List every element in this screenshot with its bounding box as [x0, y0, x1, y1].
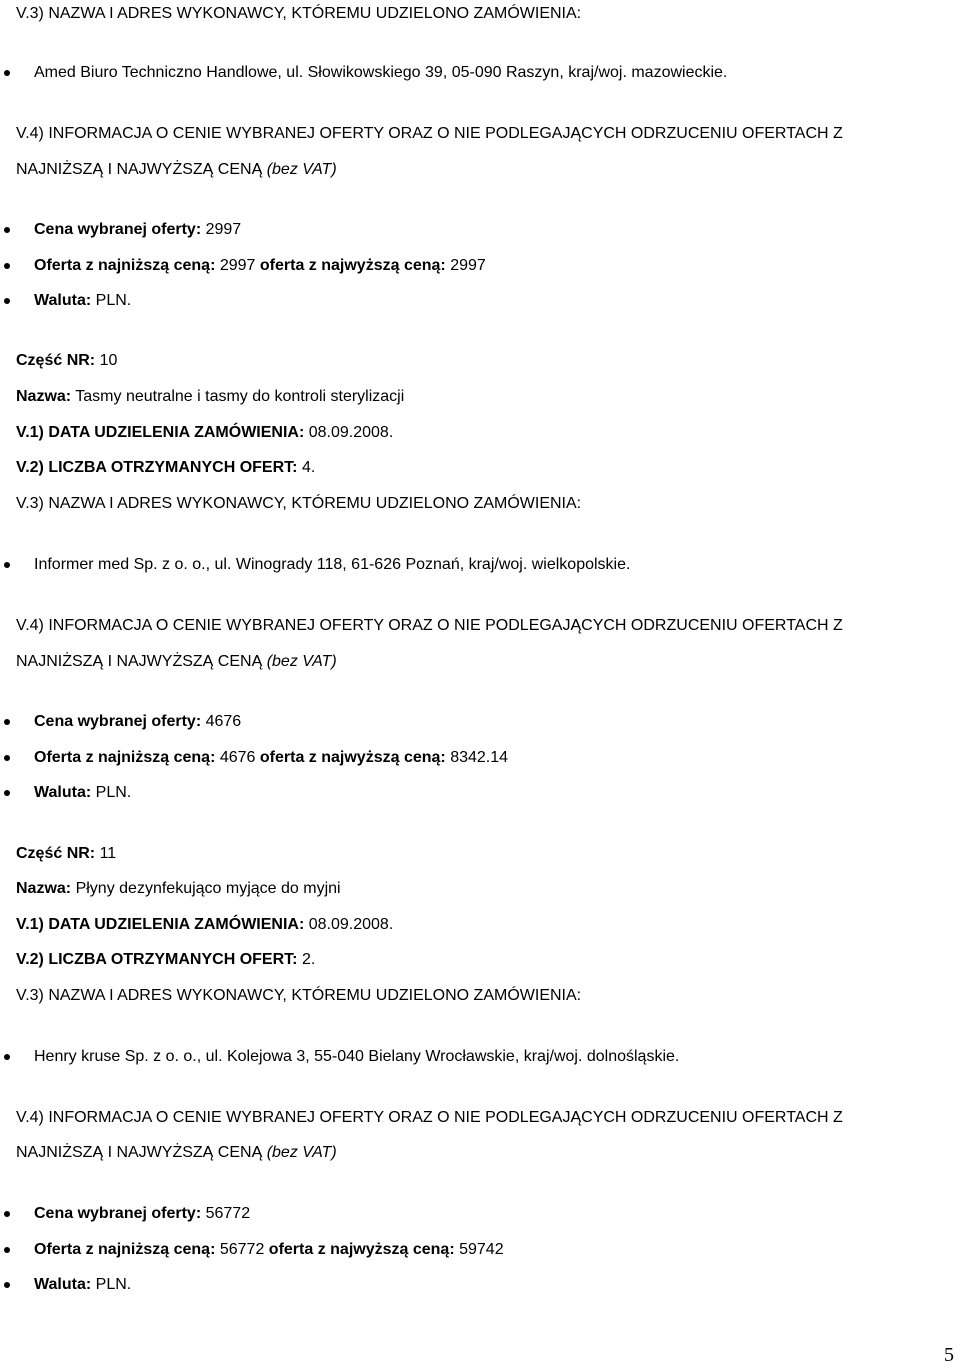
bullet-icon	[4, 70, 10, 76]
v3-heading: V.3) NAZWA I ADRES WYKONAWCY, KTÓREMU UDZIELONO ZAMÓWIENIA:	[16, 987, 582, 1004]
part-number: Część NR: 11	[16, 845, 117, 862]
bullet-icon	[4, 227, 10, 233]
currency-label: Waluta:	[34, 784, 92, 801]
price-label: Cena wybranej oferty:	[34, 221, 202, 238]
highest-value: 59742	[459, 1241, 504, 1258]
page-number: 5	[944, 1344, 954, 1366]
highest-label: oferta z najwyższą ceną:	[268, 1241, 455, 1258]
v4-heading-line2: NAJNIŻSZĄ I NAJWYŻSZĄ CENĄ (bez VAT)	[16, 161, 337, 178]
offers-count: V.2) LICZBA OTRZYMANYCH OFERT: 4.	[16, 459, 316, 476]
bullet-icon	[4, 298, 10, 304]
price-label: Cena wybranej oferty:	[34, 1205, 202, 1222]
v4-heading-line2: NAJNIŻSZĄ I NAJWYŻSZĄ CENĄ (bez VAT)	[16, 1144, 337, 1161]
v3-heading: V.3) NAZWA I ADRES WYKONAWCY, KTÓREMU UDZIELONO ZAMÓWIENIA:	[16, 495, 582, 512]
v3-heading: V.3) NAZWA I ADRES WYKONAWCY, KTÓREMU UDZIELONO ZAMÓWIENIA:	[16, 5, 582, 22]
lowest-value: 2997	[219, 257, 256, 274]
currency-value: PLN.	[95, 784, 132, 801]
price-value: 56772	[205, 1205, 251, 1222]
highest-value: 2997	[450, 257, 486, 274]
highest-label: oferta z najwyższą ceną:	[259, 257, 446, 274]
lowest-label: Oferta z najniższą ceną:	[34, 749, 216, 766]
price-value: 2997	[205, 221, 242, 238]
currency-label: Waluta:	[34, 1276, 92, 1293]
price-value: 4676	[205, 713, 242, 730]
bullet-icon	[4, 562, 10, 568]
bullet-icon	[4, 755, 10, 761]
lowest-value: 56772	[219, 1241, 265, 1258]
v4-heading-line2: NAJNIŻSZĄ I NAJWYŻSZĄ CENĄ (bez VAT)	[16, 653, 337, 670]
lowest-label: Oferta z najniższą ceną:	[34, 1241, 216, 1258]
contractor-text: Informer med Sp. z o. o., ul. Winogrady 118, 61-626 Poznań, kraj/woj. wielkopolskie.	[34, 556, 631, 573]
v4-heading-line1: V.4) INFORMACJA O CENIE WYBRANEJ OFERTY ORAZ O NIE PODLEGAJĄCYCH ODRZUCENIU OFERTACH Z	[16, 617, 843, 634]
v4-heading-line1: V.4) INFORMACJA O CENIE WYBRANEJ OFERTY ORAZ O NIE PODLEGAJĄCYCH ODRZUCENIU OFERTACH Z	[16, 1109, 843, 1126]
vat-note: (bez VAT)	[266, 1144, 337, 1161]
bullet-icon	[4, 1054, 10, 1060]
bullet-icon	[4, 1282, 10, 1288]
part-name: Nazwa: Płyny dezynfekująco myjące do myjni	[16, 880, 341, 897]
offers-count: V.2) LICZBA OTRZYMANYCH OFERT: 2.	[16, 951, 316, 968]
part-name: Nazwa: Tasmy neutralne i tasmy do kontroli sterylizacji	[16, 388, 405, 405]
contractor-text: Henry kruse Sp. z o. o., ul. Kolejowa 3, 55-040 Bielany Wrocławskie, kraj/woj. dolnośląskie.	[34, 1048, 680, 1065]
bullet-icon	[4, 790, 10, 796]
v4-heading-line1: V.4) INFORMACJA O CENIE WYBRANEJ OFERTY ORAZ O NIE PODLEGAJĄCYCH ODRZUCENIU OFERTACH Z	[16, 125, 843, 142]
bullet-icon	[4, 263, 10, 269]
currency-value: PLN.	[95, 1276, 132, 1293]
bullet-icon	[4, 719, 10, 725]
part-number: Część NR: 10	[16, 352, 118, 369]
lowest-value: 4676	[219, 749, 256, 766]
bullet-icon	[4, 1211, 10, 1217]
vat-note: (bez VAT)	[266, 161, 337, 178]
vat-note: (bez VAT)	[266, 653, 337, 670]
price-label: Cena wybranej oferty:	[34, 713, 202, 730]
bullet-icon	[4, 1247, 10, 1253]
currency-value: PLN.	[95, 292, 132, 309]
award-date: V.1) DATA UDZIELENIA ZAMÓWIENIA: 08.09.2008.	[16, 916, 394, 933]
award-date: V.1) DATA UDZIELENIA ZAMÓWIENIA: 08.09.2008.	[16, 424, 394, 441]
highest-value: 8342.14	[450, 749, 509, 766]
highest-label: oferta z najwyższą ceną:	[259, 749, 446, 766]
contractor-text: Amed Biuro Techniczno Handlowe, ul. Słowikowskiego 39, 05-090 Raszyn, kraj/woj. mazowieckie.	[34, 64, 728, 81]
currency-label: Waluta:	[34, 292, 92, 309]
lowest-label: Oferta z najniższą ceną:	[34, 257, 216, 274]
